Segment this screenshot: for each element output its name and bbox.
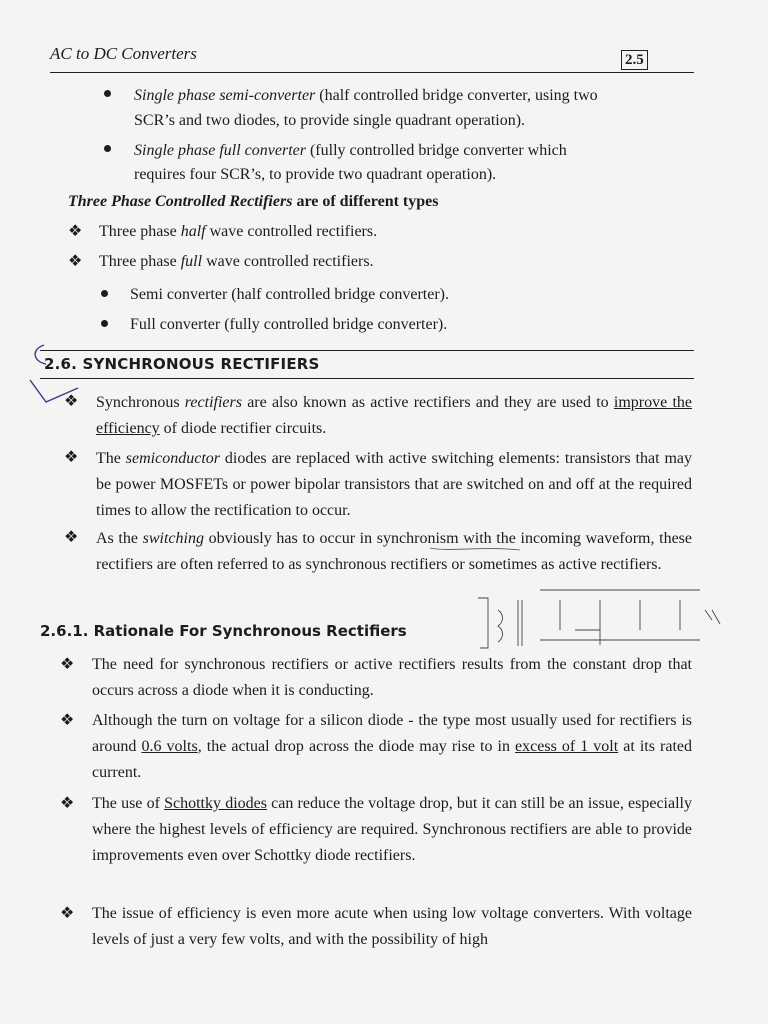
- diamond-bullet-icon: ❖: [60, 654, 75, 673]
- paragraph: The issue of efficiency is even more acute when using low voltage converters. With voltage levels of just a very few volts, and with the possibility of high: [92, 905, 692, 948]
- running-header-title: AC to DC Converters: [50, 44, 197, 63]
- diamond-bullet-icon: ❖: [60, 903, 75, 922]
- diamond-bullet-icon: ❖: [64, 447, 79, 466]
- list-item-text: (half controlled bridge converter, using two: [315, 87, 598, 104]
- paragraph-emphasis: switching: [142, 530, 204, 547]
- paragraph-underline: excess of 1 volt: [515, 738, 619, 755]
- list-item-text: Three phase: [99, 223, 181, 240]
- paragraph-text: are also known as active rectifiers and they are used to: [241, 394, 614, 411]
- paragraph-emphasis: semiconductor: [125, 450, 220, 467]
- three-phase-heading-rest: are of different types: [292, 193, 439, 210]
- paragraph-text: can reduce the voltage drop, but it can still be an issue, especially where the highest levels of efficiency are required. Synchronous rectifiers are able to provide improvements even over Schottky diode rectifiers.: [92, 795, 692, 864]
- diamond-bullet-icon: ❖: [60, 710, 75, 729]
- paragraph-text: obviously has to occur in synchronism with the incoming waveform, these rectifiers are often referred to as synchronous rectifiers or sometimes as active rectifiers.: [96, 530, 692, 573]
- handwritten-underline: [430, 548, 520, 550]
- list-item-text: wave controlled rectifiers.: [202, 253, 374, 270]
- diamond-bullet-icon: ❖: [64, 391, 79, 410]
- paragraph-text: The: [96, 450, 126, 467]
- list-item-term: Single phase semi-converter: [134, 87, 316, 104]
- list-item-emphasis: half: [180, 223, 206, 240]
- paragraph-text: Although the turn on voltage for a silicon diode - the type most usually used for rectifiers is around: [92, 712, 692, 755]
- list-item-emphasis: full: [180, 253, 203, 270]
- paragraph-text: at its rated current.: [92, 738, 693, 781]
- page-number: 2.5: [621, 50, 648, 70]
- three-phase-heading-italic: Three Phase Controlled Rectifiers: [68, 193, 293, 210]
- diamond-bullet-icon: ❖: [64, 527, 79, 546]
- list-item-continuation: SCR’s and two diodes, to provide single quadrant operation).: [134, 112, 526, 129]
- paragraph: The need for synchronous rectifiers or active rectifiers results from the constant drop that occurs across a diode when it is conducting.: [92, 656, 692, 699]
- diamond-bullet-icon: ❖: [68, 221, 83, 240]
- list-item: Semi converter (half controlled bridge converter).: [130, 286, 449, 303]
- list-item-term: Single phase full converter: [134, 142, 306, 159]
- paragraph-text: As the: [96, 530, 143, 547]
- section-heading: 2.6. SYNCHRONOUS RECTIFIERS: [44, 355, 320, 373]
- subsection-heading: 2.6.1. Rationale For Synchronous Rectifiers: [40, 622, 407, 640]
- paragraph-text: of diode rectifier circuits.: [159, 420, 327, 437]
- handwritten-check-mark: [30, 345, 78, 402]
- handwritten-circuit-sketch: [478, 590, 720, 648]
- list-item-text: Three phase: [99, 253, 181, 270]
- paragraph-text: , the actual drop across the diode may rise to in: [197, 738, 516, 755]
- paragraph-underline: 0.6 volts: [141, 738, 198, 755]
- paragraph-underline: improve the efficiency: [96, 394, 693, 437]
- diamond-bullet-icon: ❖: [60, 793, 75, 812]
- paragraph-emphasis: rectifiers: [184, 394, 242, 411]
- paragraph-text: Synchronous: [96, 394, 185, 411]
- paragraph-text: diodes are replaced with active switching elements: transistors that may be power MOSFETs or power bipolar transistors that are switched on and off at the required times to allow the rectification to occur.: [96, 450, 693, 519]
- paragraph-text: The use of: [92, 795, 165, 812]
- list-item-text: (fully controlled bridge converter which: [305, 142, 567, 159]
- list-item-continuation: requires four SCR’s, to provide two quadrant operation).: [134, 166, 497, 183]
- diamond-bullet-icon: ❖: [68, 251, 83, 270]
- paragraph-underline: Schottky diodes: [164, 795, 267, 812]
- list-item-text: wave controlled rectifiers.: [205, 223, 378, 240]
- list-item: Full converter (fully controlled bridge converter).: [130, 316, 448, 333]
